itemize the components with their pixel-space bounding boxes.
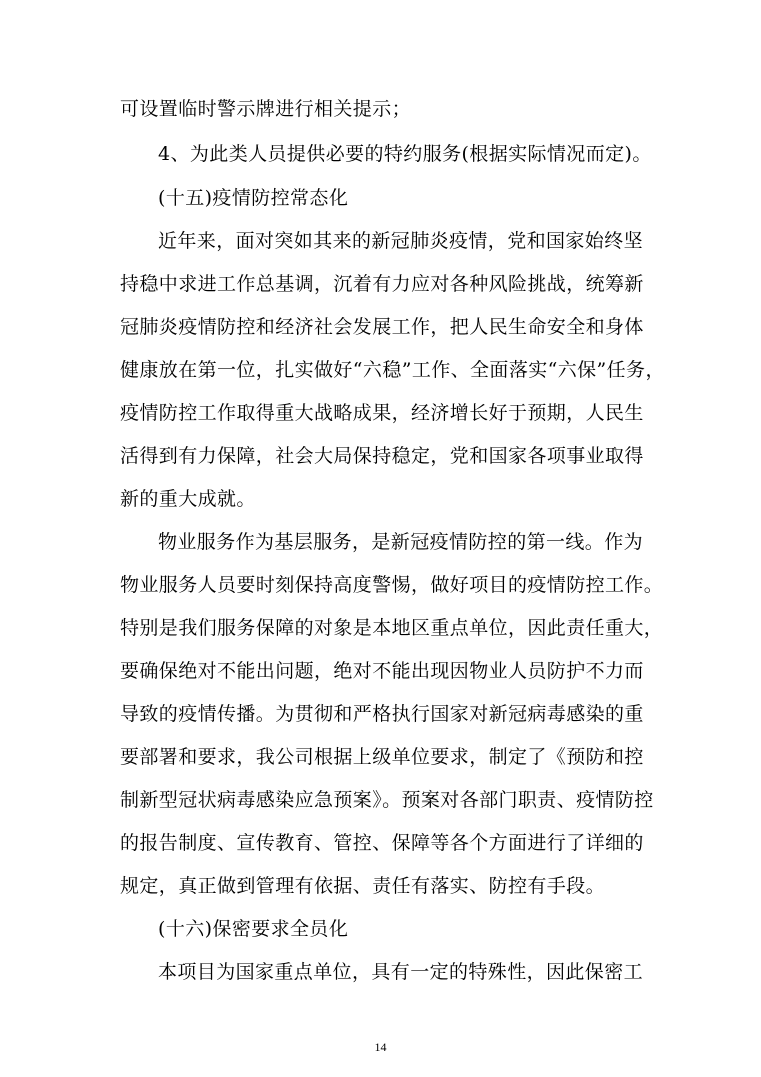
paragraph-line: 特别是我们服务保障的对象是本地区重点单位，因此责任重大， bbox=[120, 617, 664, 639]
paragraph-line: 健康放在第一位，扎实做好“六稳”工作、全面落实“六保”任务， bbox=[120, 359, 665, 381]
section-heading: (十六)保密要求全员化 bbox=[158, 918, 349, 940]
paragraph-line: 持稳中求进工作总基调，沉着有力应对各种风险挑战，统筹新 bbox=[120, 273, 644, 295]
paragraph-line: 本项目为国家重点单位，具有一定的特殊性，因此保密工 bbox=[158, 961, 644, 983]
list-item: 4、为此类人员提供必要的特约服务(根据实际情况而定)。 bbox=[158, 143, 652, 165]
paragraph-line: 近年来，面对突如其来的新冠肺炎疫情，党和国家始终坚 bbox=[158, 230, 644, 252]
paragraph-line: 疫情防控工作取得重大战略成果，经济增长好于预期，人民生 bbox=[120, 402, 644, 424]
paragraph-line: 物业服务作为基层服务，是新冠疫情防控的第一线。作为 bbox=[158, 531, 644, 553]
paragraph-line: 要部署和要求，我公司根据上级单位要求，制定了《预防和控 bbox=[120, 746, 644, 768]
paragraph-line: 可设置临时警示牌进行相关提示； bbox=[120, 98, 412, 120]
paragraph-line: 活得到有力保障，社会大局保持稳定，党和国家各项事业取得 bbox=[120, 445, 644, 467]
paragraph-line: 物业服务人员要时刻保持高度警惕，做好项目的疫情防控工作。 bbox=[120, 574, 664, 596]
page-number: 14 bbox=[374, 1040, 387, 1054]
paragraph-line: 制新型冠状病毒感染应急预案》。预案对各部门职责、疫情防控 bbox=[120, 789, 654, 811]
paragraph-line: 导致的疫情传播。为贯彻和严格执行国家对新冠病毒感染的重 bbox=[120, 703, 644, 725]
paragraph-line: 要确保绝对不能出问题，绝对不能出现因物业人员防护不力而 bbox=[120, 660, 644, 682]
paragraph-line: 新的重大成就。 bbox=[120, 488, 256, 510]
section-heading: (十五)疫情防控常态化 bbox=[158, 187, 349, 209]
paragraph-line: 冠肺炎疫情防控和经济社会发展工作，把人民生命安全和身体 bbox=[120, 316, 644, 338]
paragraph-line: 规定，真正做到管理有依据、责任有落实、防控有手段。 bbox=[120, 875, 606, 897]
paragraph-line: 的报告制度、宣传教育、管控、保障等各个方面进行了详细的 bbox=[120, 832, 644, 854]
